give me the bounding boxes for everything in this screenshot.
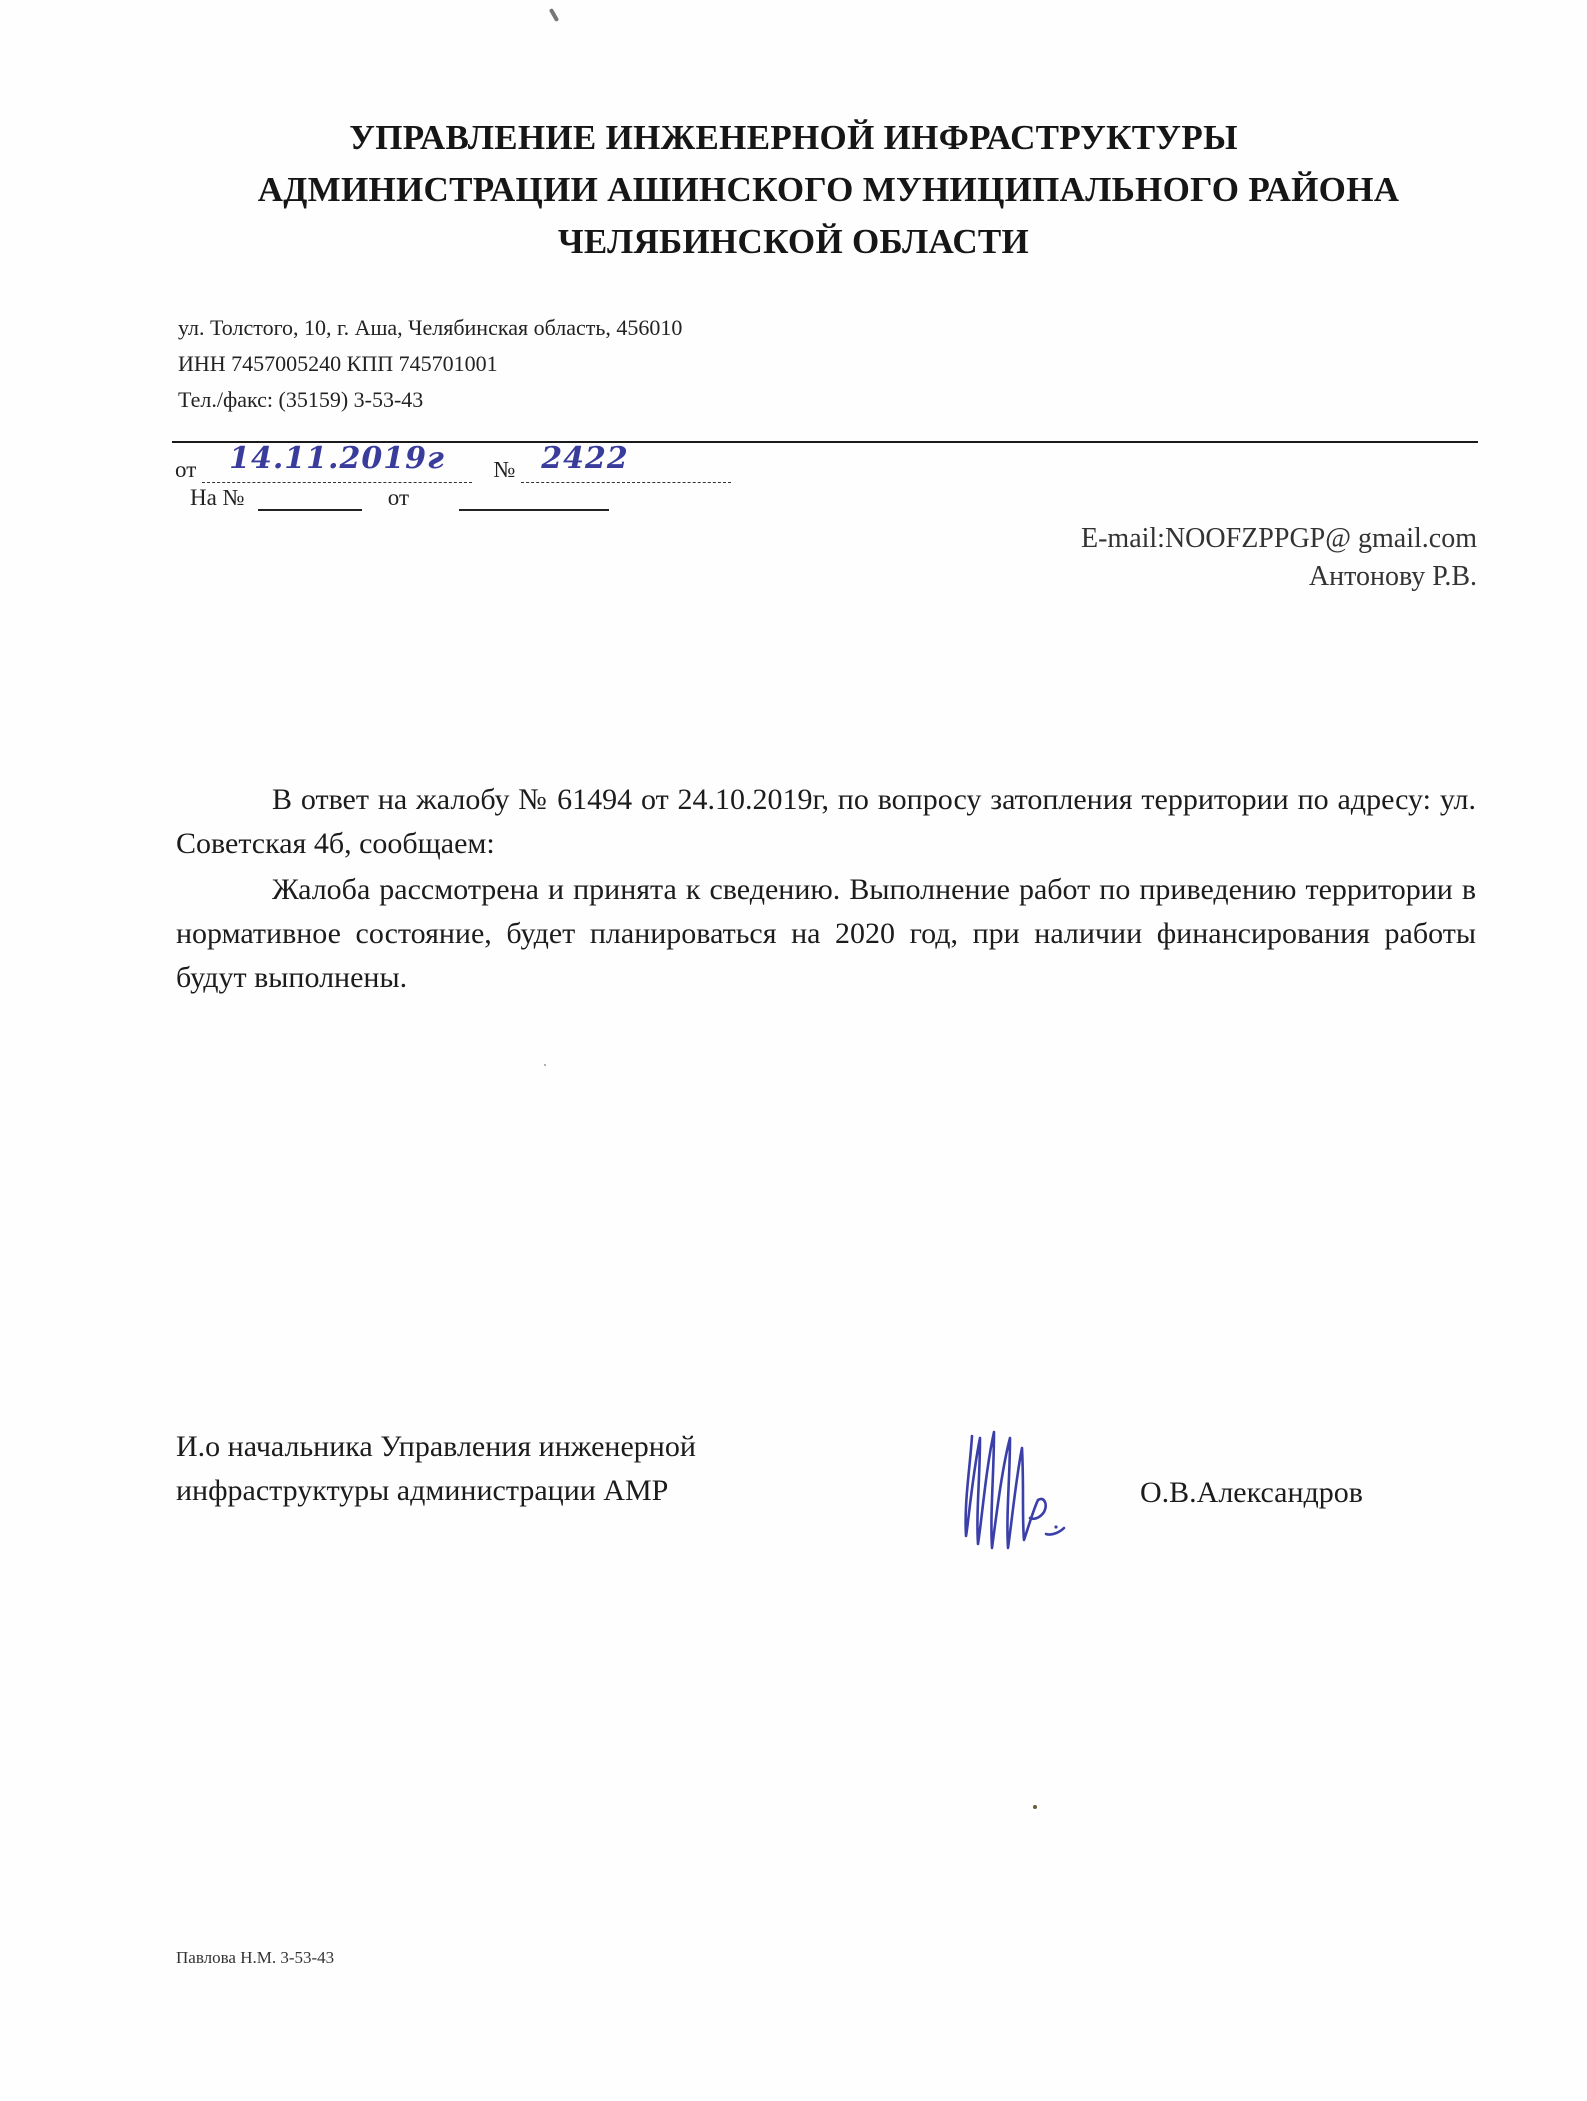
from-label: от	[175, 457, 197, 482]
signer-name: О.В.Александров	[1140, 1476, 1363, 1509]
scan-speck	[544, 1064, 546, 1066]
phone-line: Тел./факс: (35159) 3-53-43	[178, 387, 424, 412]
recipient-email: E-mail:NOOFZPPGP@ gmail.com	[1080, 523, 1477, 554]
recipient-name: Антонову Р.В.	[1308, 561, 1477, 592]
reply-date-blank	[459, 489, 609, 511]
outgoing-registration-line	[175, 441, 731, 483]
number-field	[521, 441, 731, 483]
handwritten-date: 14.11.2019г	[229, 441, 445, 476]
header-line-1: УПРАВЛЕНИЕ ИНЖЕНЕРНОЙ ИНФРАСТРУКТУРЫ	[349, 118, 1238, 157]
date-field	[202, 441, 472, 483]
recipient-block	[1081, 520, 1477, 596]
handwritten-number: 2422	[541, 441, 629, 476]
number-label: №	[493, 457, 516, 482]
organization-header	[0, 112, 1587, 268]
signer-position-line-2: инфраструктуры администрации АМР	[176, 1474, 669, 1507]
executor-note: Павлова Н.М. 3-53-43	[176, 1948, 335, 1967]
reply-to-label: На №	[190, 485, 245, 510]
reply-number-blank	[258, 489, 362, 511]
handwritten-signature	[950, 1408, 1080, 1558]
header-line-3: ЧЕЛЯБИНСКОЙ ОБЛАСТИ	[557, 222, 1030, 261]
letter-body	[176, 778, 1476, 1000]
signer-position-line-1: И.о начальника Управления инженерной	[176, 1430, 696, 1463]
reply-from-label: от	[387, 485, 410, 510]
header-line-2: АДМИНИСТРАЦИИ АШИНСКОГО МУНИЦИПАЛЬНОГО РАЙОНА	[257, 170, 1400, 209]
organization-contacts	[178, 310, 682, 418]
inn-kpp-line: ИНН 7457005240 КПП 745701001	[178, 351, 498, 376]
address-line: ул. Толстого, 10, г. Аша, Челябинская область, 456010	[178, 315, 683, 340]
scan-speck	[549, 8, 559, 22]
signer-position	[176, 1425, 696, 1513]
reply-registration-line	[190, 485, 609, 511]
body-paragraph-2: Жалоба рассмотрена и принята к сведению. Выполнение работ по приведению территории в нормативное состояние, будет планироваться на 2020 год, при наличии финансирования работы будут выполнены.	[176, 873, 1476, 994]
body-paragraph-1: В ответ на жалобу № 61494 от 24.10.2019г, по вопросу затопления территории по адресу: ул. Советская 4б, сообщаем:	[176, 783, 1476, 860]
scan-speck	[1033, 1805, 1037, 1809]
